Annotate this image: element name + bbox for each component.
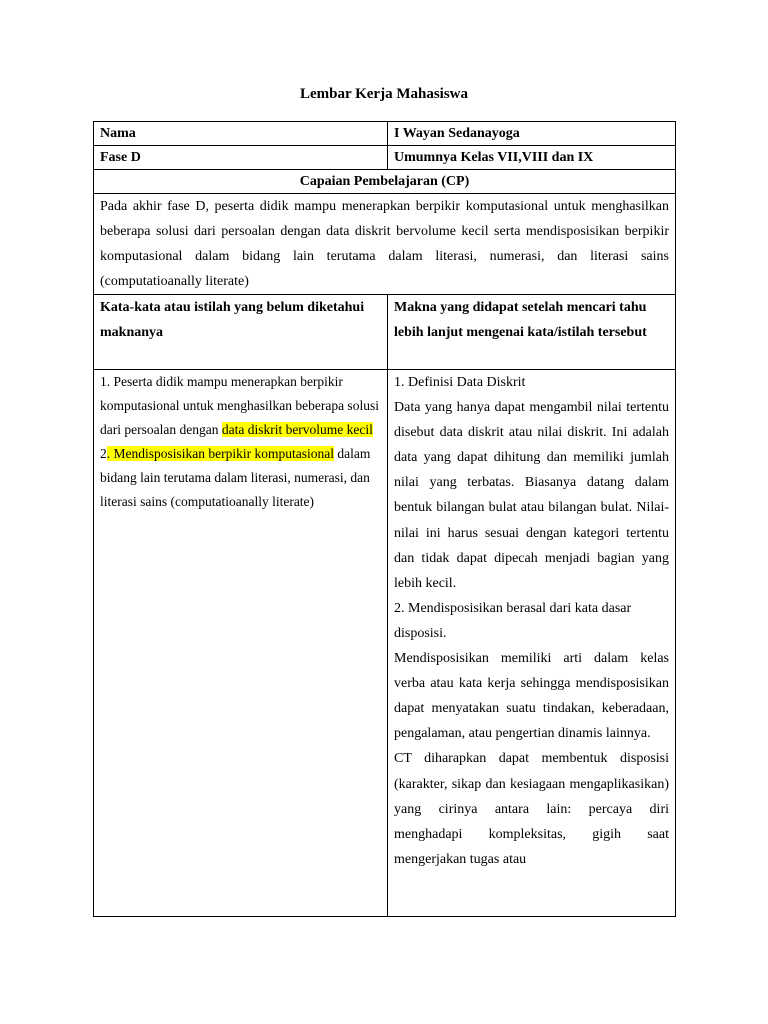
right-paragraph-2: Data yang hanya dapat mengambil nilai tertentu disebut data diskrit atau nilai diskrit. Ini adalah data yang dapat dihitung dan memiliki jumlah nilai yang terbatas. Biasanya datang dalam bentuk bilangan bulat atau bilangan bulat. Nilai-nilai ini harus sesuai dengan kategori tertentu dan tidak dapat dipecah menjadi bagian yang lebih kecil. xyxy=(394,400,669,591)
nama-value: I Wayan Sedanayoga xyxy=(388,122,676,146)
right-paragraph-1: 1. Definisi Data Diskrit xyxy=(394,375,526,390)
left-item-1-highlight: data diskrit bervolume kecil xyxy=(221,422,373,437)
fase-value: Umumnya Kelas VII,VIII dan IX xyxy=(388,146,676,170)
table-row-cp-header xyxy=(94,170,676,194)
left-item-2 xyxy=(100,442,381,514)
right-content-cell xyxy=(388,370,676,917)
cp-text: Pada akhir fase D, peserta didik mampu menerapkan berpikir komputasional untuk menghasilkan beberapa solusi dari persoalan dengan data diskrit bervolume kecil serta mendisposisikan berpikir komputasional dalam bidang lain terutama dalam literasi, numerasi, dan literasi sains (computatioanally literate) xyxy=(94,194,676,295)
nama-label: Nama xyxy=(94,122,388,146)
table-row-content xyxy=(94,370,676,917)
right-paragraph-3: 2. Mendisposisikan berasal dari kata dasar disposisi. xyxy=(394,600,632,641)
worksheet-table xyxy=(93,121,676,917)
right-paragraph-4: Mendisposisikan memiliki arti dalam kelas verba atau kata kerja sehingga mendisposisikan dapat menyatakan suatu tindakan, keberadaan, pengalaman, atau pengertian dinamis lainnya. xyxy=(394,651,669,742)
table-row-fase xyxy=(94,146,676,170)
left-item-2-number: 2 xyxy=(100,446,107,461)
left-column-header: Kata-kata atau istilah yang belum diketahui maknanya xyxy=(94,295,388,370)
left-item-1-text: 1. Peserta didik mampu menerapkan berpikir komputasional untuk menghasilkan beberapa solusi dari persoalan dengan xyxy=(100,374,379,437)
left-item-2-highlight: . Mendisposisikan berpikir komputasional xyxy=(106,446,334,461)
cp-header: Capaian Pembelajaran (CP) xyxy=(94,170,676,194)
page-title: Lembar Kerja Mahasiswa xyxy=(299,86,469,102)
left-content-cell xyxy=(94,370,388,917)
right-column-header: Makna yang didapat setelah mencari tahu lebih lanjut mengenai kata/istilah tersebut xyxy=(388,295,676,370)
table-row-cp-text xyxy=(94,194,676,295)
fase-label: Fase D xyxy=(94,146,388,170)
table-row-nama xyxy=(94,122,676,146)
left-item-2-text: dalam bidang lain terutama dalam literasi, numerasi, dan literasi sains (computatioanally literate) xyxy=(100,446,371,509)
table-row-column-headers xyxy=(94,295,676,370)
left-item-1 xyxy=(100,370,381,442)
right-paragraph-5: CT diharapkan dapat membentuk disposisi (karakter, sikap dan kesiagaan mengaplikasikan) yang cirinya antara lain: percaya diri menghadapi kompleksitas, gigih saat mengerjakan tugas atau xyxy=(394,751,669,867)
